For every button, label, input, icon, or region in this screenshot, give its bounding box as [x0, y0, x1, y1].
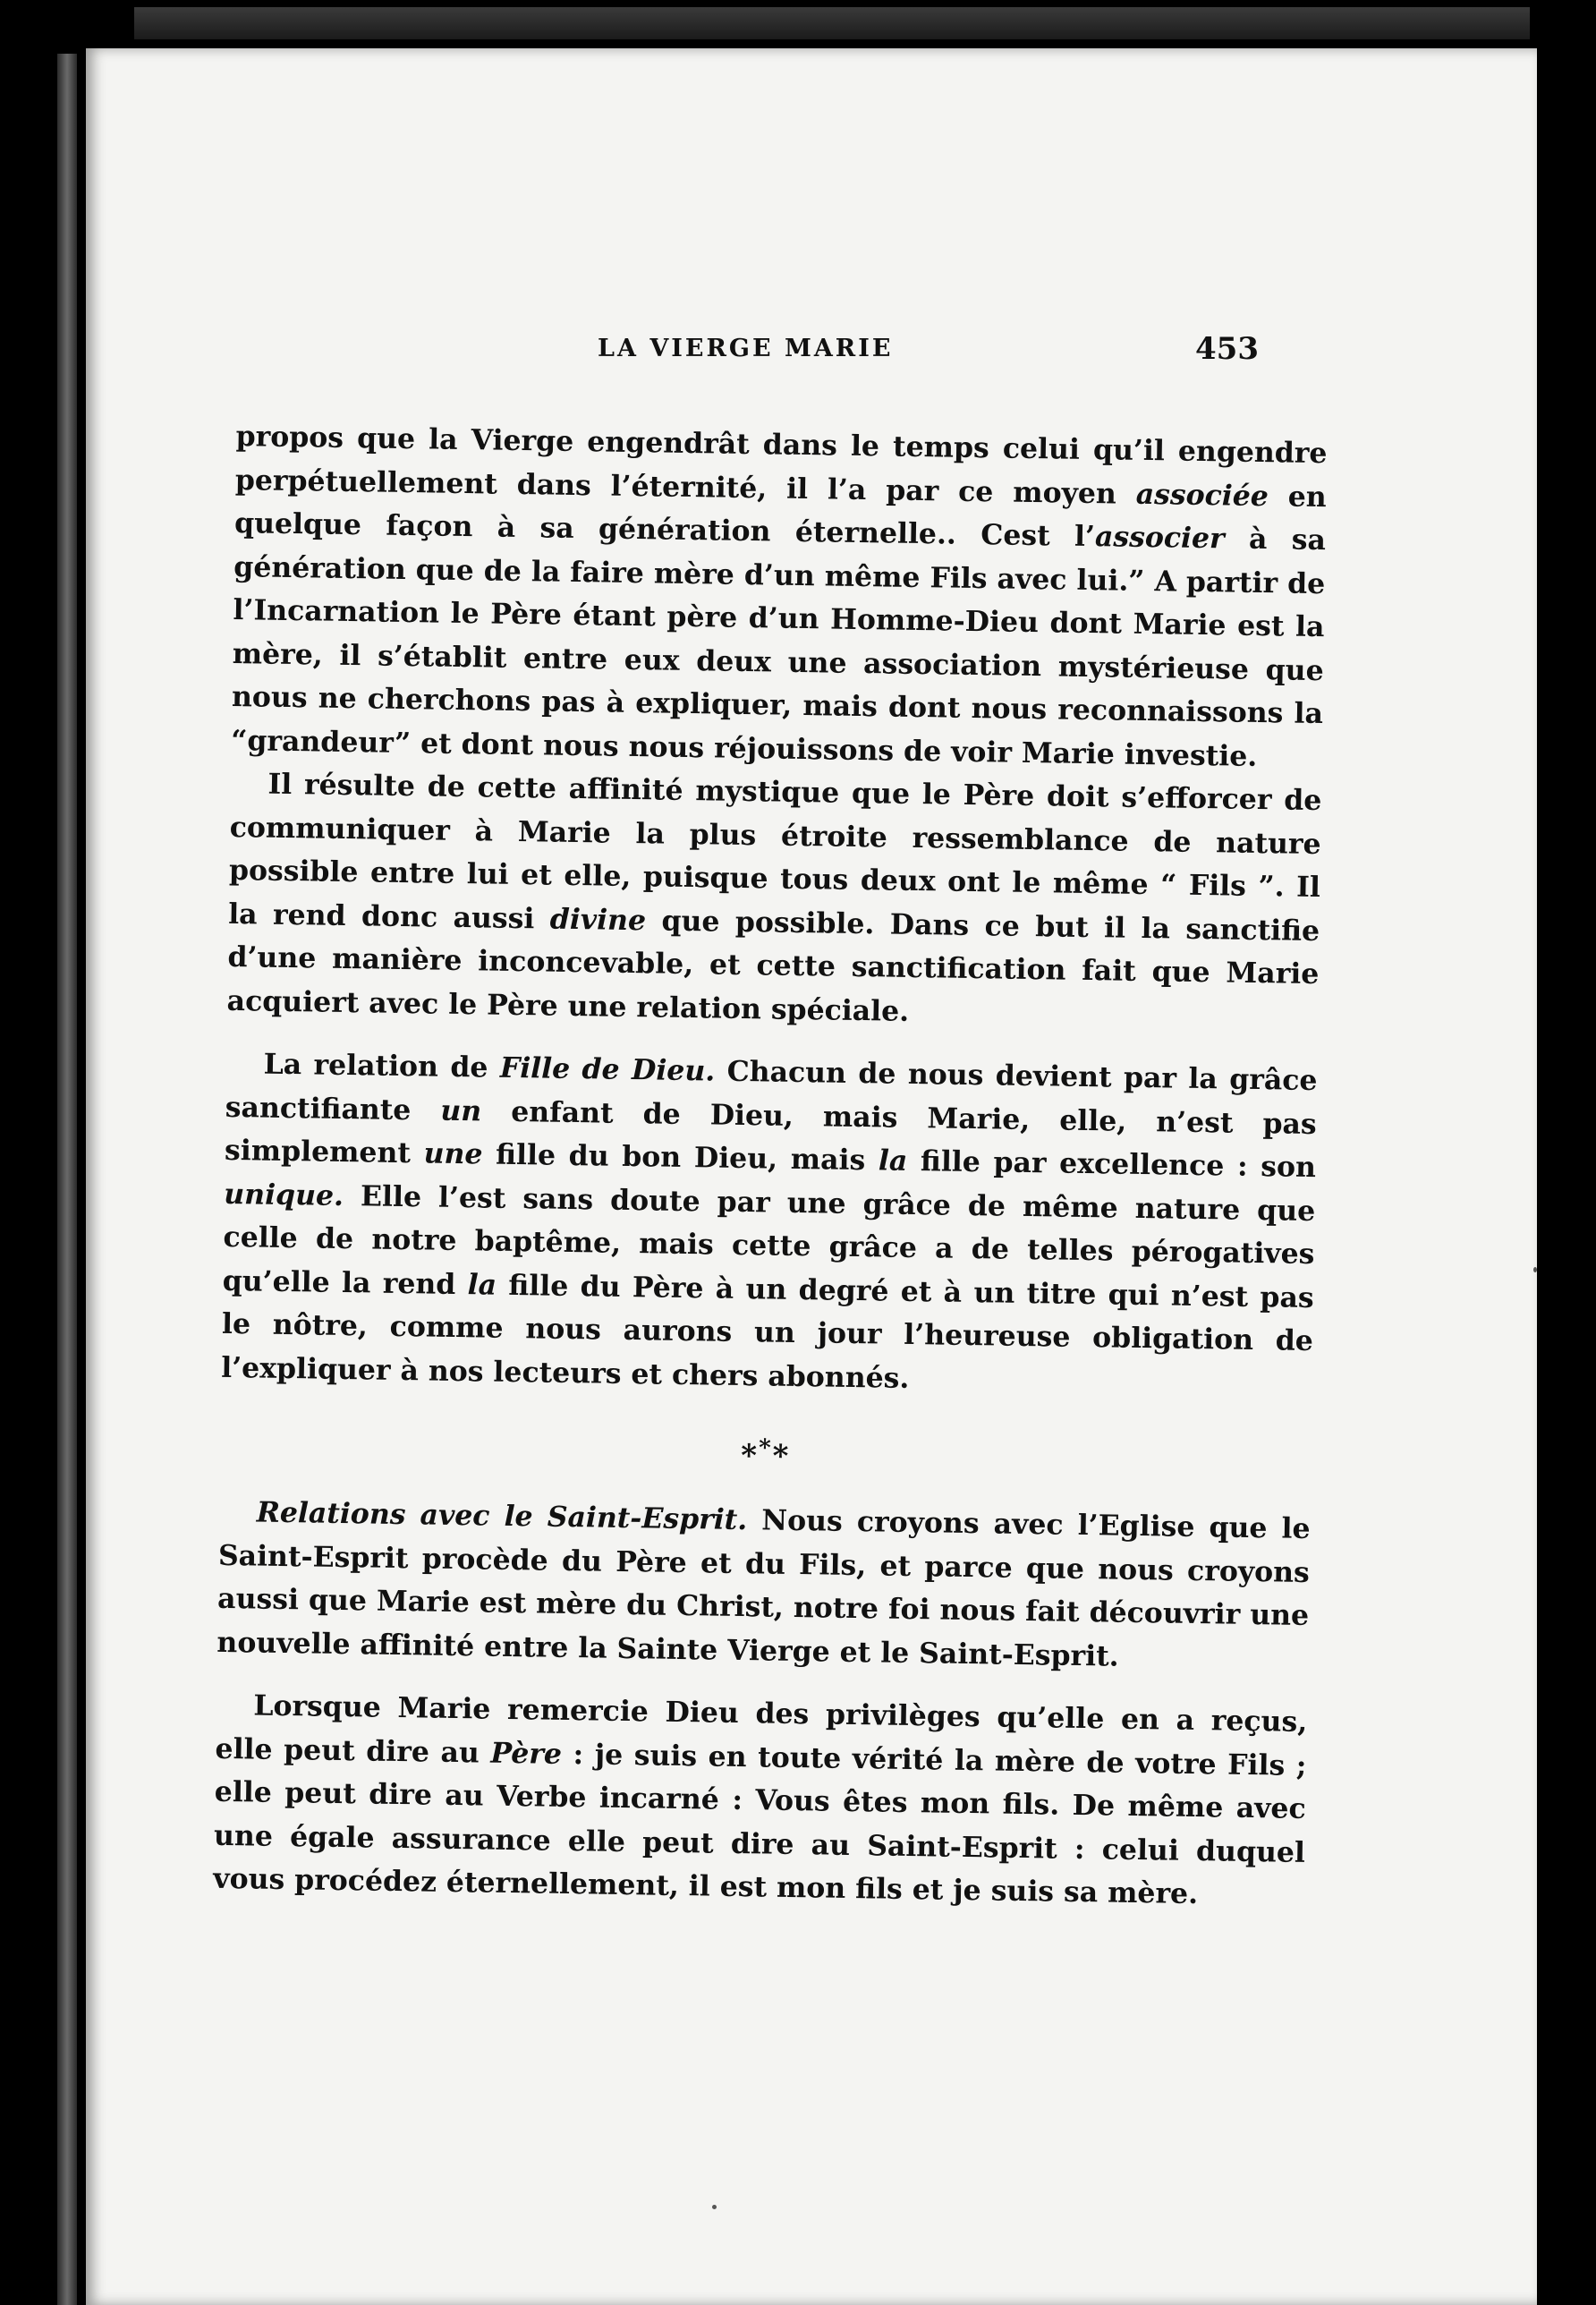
- body-text: [213, 415, 1328, 1918]
- text-run: La relation de: [263, 1047, 501, 1084]
- page-number: 453: [1195, 331, 1259, 367]
- text-run: à sa génération que de la faire mère d’un même Fils avec lui.” A partir de l’Incarnation le Père étant père d’un Homme-Dieu dont Marie est la mère, il s’établit entre eux deux une association mystérieuse que nous ne cherchons pas à expliquer, mais dont nous reconnaissons la “grandeur” et dont nous nous réjouissons de voir Marie investie.: [231, 522, 1327, 773]
- text-run: propos que la Vierge engendrât dans le temps celui qu’il engendre perpétuellement dans l’éternité, il l’a par ce moyen: [234, 419, 1328, 511]
- scan-speck: [1533, 1267, 1537, 1272]
- paragraph: [221, 1042, 1318, 1407]
- emphasis-text: la: [878, 1144, 908, 1178]
- text-run: Chacun de nous devient par la grâce sanctifiante: [225, 1054, 1318, 1127]
- asterisk: *: [772, 1438, 791, 1475]
- asterisk: *: [740, 1438, 760, 1475]
- emphasis-text: associée: [1135, 477, 1269, 513]
- text-run: Nous croyons avec l’Eglise que le Saint-Esprit procède du Père et du Fils, et parce que nous croyons aussi que Marie est mère du Christ, notre foi nous fait découvrir une nouvelle affinité entre la Sainte Vierge et le Saint-Esprit.: [216, 1503, 1311, 1673]
- text-run: que possible. Dans ce but il la sanctifie d’une manière inconcevable, et cette sanctification fait que Marie acquiert avec le Père une relation spéciale.: [226, 903, 1320, 1028]
- emphasis-text: Relations avec le Saint-Esprit.: [256, 1495, 748, 1537]
- section-divider: [219, 1416, 1312, 1488]
- text-run: fille par excellence : son: [906, 1144, 1317, 1185]
- emphasis-text: un: [440, 1093, 482, 1127]
- paragraph: [216, 1491, 1311, 1681]
- text-run: Elle l’est sans doute par une grâce de même nature que celle de notre baptême, mais cette grâce a de telles pérogatives qu’elle la rend: [222, 1178, 1316, 1301]
- emphasis-text: Fille de Dieu.: [499, 1050, 716, 1088]
- paragraph: [226, 762, 1321, 1040]
- text-run: Il résulte de cette affinité mystique que le Père doit s’efforcer de communiquer à Marie la plus étroite ressemblance de nature possible entre lui et elle, puisque tous deux ont le même “ Fils ”. Il la rend donc aussi: [227, 767, 1322, 936]
- page-header: [86, 317, 1537, 370]
- text-run: Lorsque Marie remercie Dieu des privilèges qu’elle en a reçus, elle peut dire au: [215, 1688, 1308, 1770]
- emphasis-text: unique.: [224, 1177, 344, 1212]
- text-run: fille du Père à un degré et à un titre qui n’est pas le nôtre, comme nous aurons un jour l’heureuse obligation de l’expliquer à nos lecteurs et chers abonnés.: [220, 1268, 1314, 1395]
- paragraph: [231, 415, 1328, 779]
- running-title: LA VIERGE MARIE: [598, 335, 894, 362]
- asterisk: *: [758, 1434, 773, 1462]
- text-run: : je suis en toute vérité la mère de votre Fils ; elle peut dire au Verbe incarné : Vous êtes mon fils. De même avec une égale assurance elle peut dire au Saint-Esprit : celui duquel vous procédez éternellement, il est mon fils et je suis sa mère.: [213, 1737, 1307, 1911]
- text-run: en quelque façon à sa génération éternelle.. Cest l’: [233, 479, 1328, 554]
- emphasis-text: la: [467, 1267, 497, 1302]
- emphasis-text: une: [423, 1136, 483, 1171]
- scan-top-edge: [134, 7, 1530, 39]
- paragraph: [213, 1684, 1308, 1918]
- emphasis-text: Père: [490, 1736, 563, 1771]
- scan-binding-edge: [57, 54, 77, 2305]
- emphasis-text: associer: [1094, 520, 1225, 556]
- text-run: enfant de Dieu, mais Marie, elle, n’est pas simplement: [224, 1093, 1317, 1170]
- text-run: fille du bon Dieu, mais: [482, 1137, 879, 1178]
- scan-speck: [712, 2205, 717, 2209]
- emphasis-text: divine: [549, 902, 647, 937]
- book-page: [86, 48, 1537, 2305]
